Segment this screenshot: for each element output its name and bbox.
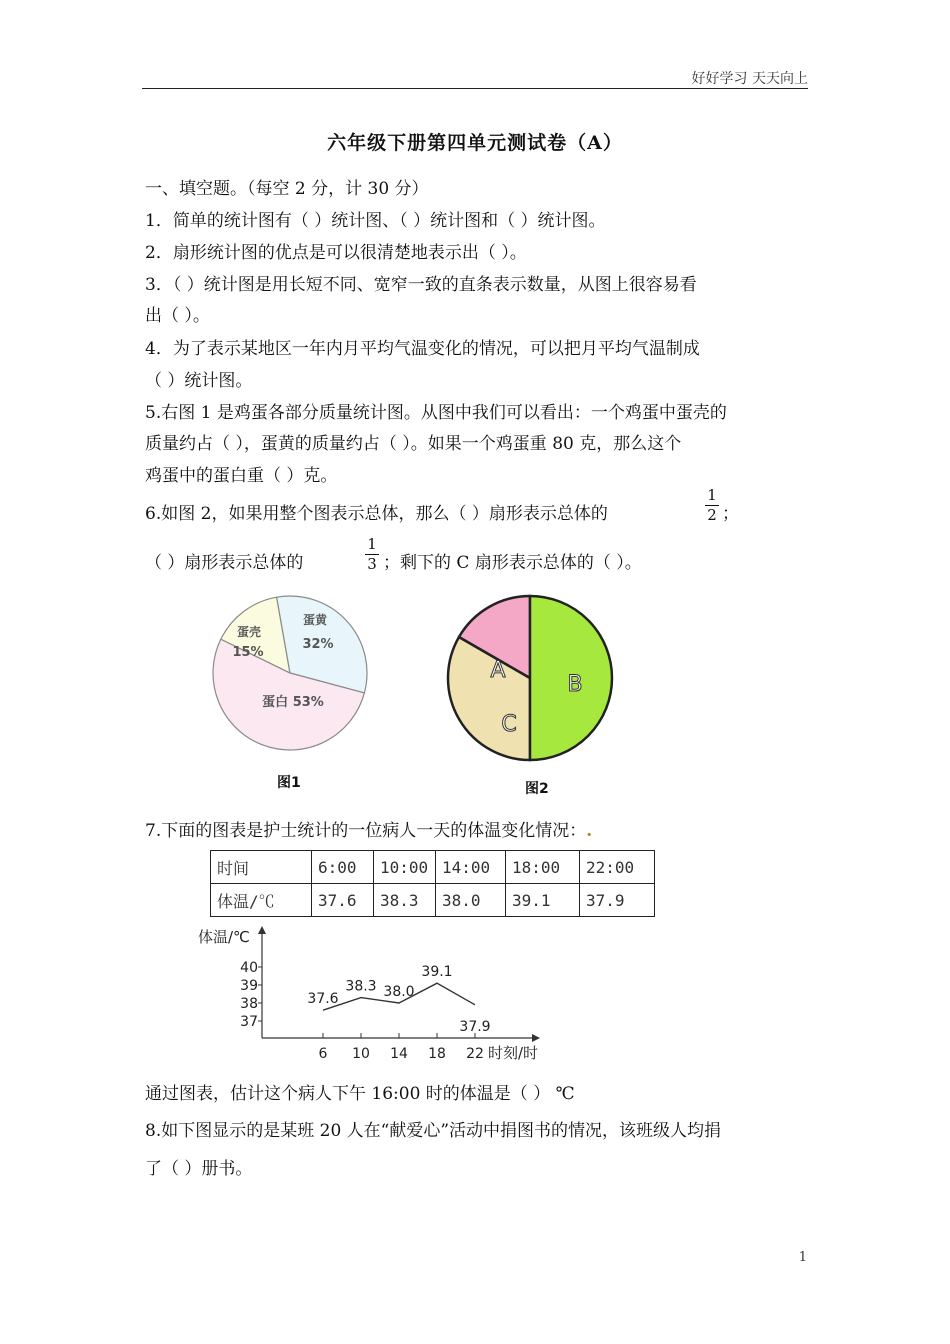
table-cell: 6:00: [312, 851, 374, 884]
table-cell: 时间: [211, 851, 312, 884]
question-6-line-2b: ；剩下的 C 扇形表示总体的（ ）。: [383, 553, 642, 573]
pie-label: B: [567, 672, 583, 697]
question-6-line-2a: （ ）扇形表示总体的: [145, 553, 304, 573]
table-cell: 38.0: [436, 884, 506, 917]
x-tick-label: 14: [390, 1046, 408, 1062]
table-cell: 体温/℃: [211, 884, 312, 917]
header-motto: 好好学习 天天向上: [691, 71, 808, 87]
question-6-text-1: 6.如图 2，如果用整个图表示总体，那么（ ）扇形表示总体的: [145, 504, 608, 524]
fraction-numerator: 1: [707, 486, 717, 504]
pie-label: 蛋壳: [236, 625, 262, 639]
fraction-numerator: 1: [367, 535, 377, 553]
table-cell: 39.1: [506, 884, 580, 917]
figure-2-caption: 图2: [525, 781, 549, 797]
header-rule: [142, 88, 808, 89]
question-4-line-2: （ ）统计图。: [145, 371, 253, 391]
pie-label: C: [501, 712, 517, 737]
table-row: [211, 884, 655, 917]
figure-2-pie-chart: [440, 592, 620, 768]
question-3-line-2: 出（ ）。: [145, 306, 210, 326]
pie-label: A: [490, 658, 506, 683]
question-7-text: 7.下面的图表是护士统计的一位病人一天的体温变化情况：: [145, 821, 587, 841]
data-label: 37.6: [307, 991, 339, 1008]
table-cell: 38.3: [374, 884, 436, 917]
question-4-line-1: 4．为了表示某地区一年内月平均气温变化的情况，可以把月平均气温制成: [145, 339, 700, 359]
pie-label: 32%: [302, 637, 334, 652]
pie-label: 15%: [232, 645, 264, 660]
data-label: 38.0: [383, 984, 415, 1000]
x-axis-label: 时刻/时: [488, 1044, 539, 1062]
table-cell: 37.9: [580, 884, 655, 917]
temperature-line-chart: [190, 922, 580, 1064]
pie-label: 蛋白 53%: [262, 695, 324, 710]
page-number: 1: [798, 1250, 807, 1265]
question-7-question: 通过图表，估计这个病人下午 16:00 时的体温是（ ） ℃: [145, 1084, 575, 1104]
y-tick-label: 39: [240, 978, 258, 994]
question-6-line-1: [145, 499, 608, 524]
figure-1-pie-chart: [205, 588, 375, 758]
data-label: 38.3: [345, 978, 377, 995]
data-label: 37.9: [459, 1018, 491, 1035]
question-1: 1．简单的统计图有（ ）统计图、（ ）统计图和（ ）统计图。: [145, 211, 606, 231]
y-tick-label: 40: [240, 960, 258, 976]
fraction-denominator: 2: [707, 506, 717, 524]
x-tick-label: 10: [352, 1046, 370, 1062]
x-tick-label: 18: [428, 1046, 446, 1062]
fraction-one-third: [365, 536, 379, 573]
page-title: 六年级下册第四单元测试卷（A）: [327, 132, 623, 154]
question-6-line-1-end: ；: [722, 504, 739, 524]
table-cell: 14:00: [436, 851, 506, 884]
data-label: 39.1: [421, 964, 453, 981]
temperature-table: [210, 850, 655, 917]
question-7-intro: [145, 816, 592, 841]
question-5-line-1: 5.右图 1 是鸡蛋各部分质量统计图。从图中我们可以看出：一个鸡蛋中蛋壳的: [145, 403, 727, 423]
fraction-one-half: [705, 487, 719, 524]
question-5-line-2: 质量约占（ ），蛋黄的质量约占（ ）。如果一个鸡蛋重 80 克，那么这个: [145, 434, 682, 454]
figure-1-caption: 图1: [277, 775, 301, 791]
table-cell: 10:00: [374, 851, 436, 884]
table-row: [211, 851, 655, 884]
question-2: 2．扇形统计图的优点是可以很清楚地表示出（ ）。: [145, 243, 527, 263]
table-cell: 22:00: [580, 851, 655, 884]
y-tick-label: 38: [240, 996, 258, 1012]
question-3-line-1: 3．（ ）统计图是用长短不同、宽窄一致的直条表示数量，从图上很容易看: [145, 275, 697, 295]
y-axis-label: 体温/℃: [198, 928, 250, 946]
table-cell: 37.6: [312, 884, 374, 917]
x-tick-label: 22: [466, 1046, 484, 1062]
section-heading: 一、填空题。（每空 2 分，计 30 分）: [145, 179, 429, 199]
fraction-denominator: 3: [367, 555, 377, 573]
pie-label: 蛋黄: [302, 613, 328, 627]
question-8-line-1: 8.如下图显示的是某班 20 人在“献爱心”活动中捐图书的情况，该班级人均捐: [145, 1121, 722, 1141]
x-tick-label: 6: [318, 1046, 328, 1062]
question-5-line-3: 鸡蛋中的蛋白重（ ）克。: [145, 466, 338, 486]
table-cell: 18:00: [506, 851, 580, 884]
question-8-line-2: 了（ ）册书。: [145, 1159, 253, 1179]
question-7-dot: .: [586, 821, 593, 841]
y-tick-label: 37: [240, 1014, 258, 1030]
